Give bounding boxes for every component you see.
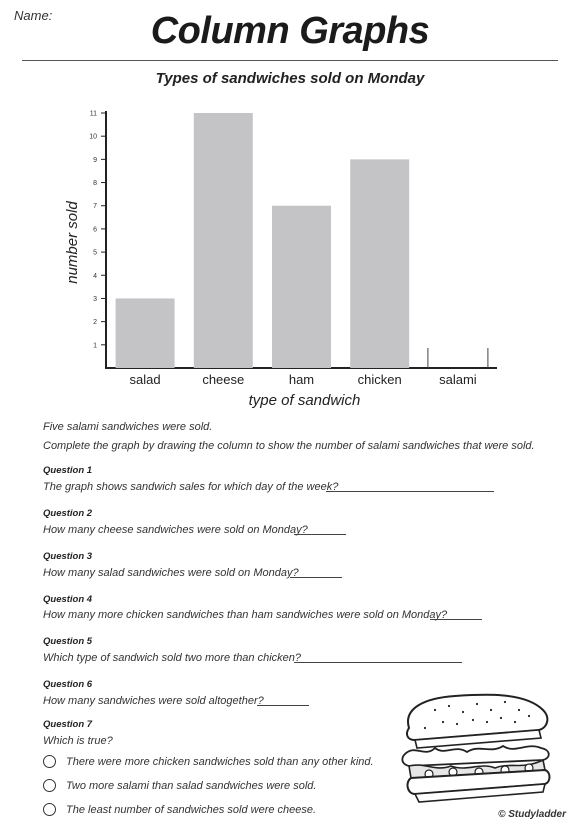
radio-button[interactable]	[43, 803, 56, 816]
y-tick-label: 11	[89, 110, 97, 118]
option-label: There were more chicken sandwiches sold than any other kind.	[66, 755, 374, 768]
sandwich-illustration	[395, 688, 555, 806]
page-title: Column Graphs	[150, 10, 430, 52]
y-tick-label: 4	[93, 272, 97, 280]
x-tick-label: salad	[129, 372, 161, 387]
question-7-option-3[interactable]	[43, 803, 316, 816]
bar-cheese	[194, 113, 253, 368]
question-2-label: Question 2	[43, 508, 93, 519]
intro-line-1: Five salami sandwiches were sold.	[43, 421, 213, 433]
question-4-label: Question 4	[43, 594, 93, 605]
question-1-text: The graph shows sandwich sales for which day of the week?	[43, 481, 339, 493]
question-4-text: How many more chicken sandwiches than ham sandwiches were sold on Monday?	[43, 609, 448, 621]
name-label: Name:	[14, 8, 53, 23]
radio-button[interactable]	[43, 779, 56, 792]
question-6-answer-line[interactable]	[257, 705, 309, 706]
y-tick-label: 1	[93, 342, 97, 350]
y-tick-label: 6	[93, 226, 97, 234]
option-label: Two more salami than salad sandwiches were sold.	[66, 779, 317, 792]
bar-chicken	[350, 159, 409, 368]
question-6-label: Question 6	[43, 679, 93, 690]
question-3-label: Question 3	[43, 551, 93, 562]
question-1-label: Question 1	[43, 465, 93, 476]
question-5-answer-line[interactable]	[294, 662, 462, 663]
bar-salad	[116, 298, 175, 368]
y-tick-label: 3	[93, 295, 97, 303]
question-5-label: Question 5	[43, 636, 93, 647]
question-3-text: How many salad sandwiches were sold on Monday?	[43, 567, 299, 579]
title-rule	[22, 60, 558, 61]
radio-button[interactable]	[43, 755, 56, 768]
bar-ham	[272, 206, 331, 368]
question-7-option-1[interactable]	[43, 755, 374, 768]
x-tick-label: ham	[288, 372, 315, 387]
y-tick-label: 10	[89, 133, 97, 141]
x-tick-label: chicken	[357, 372, 402, 387]
question-2-answer-line[interactable]	[294, 534, 346, 535]
chart-title: Types of sandwiches sold on Monday	[155, 70, 425, 87]
question-5-text: Which type of sandwich sold two more than chicken?	[43, 652, 302, 664]
x-tick-label: cheese	[202, 372, 245, 387]
x-tick-label: salami	[439, 372, 477, 387]
intro-line-2: Complete the graph by drawing the column to show the number of salami sandwiches that were sold.	[43, 440, 535, 452]
question-3-answer-line[interactable]	[290, 577, 342, 578]
y-tick-label: 7	[93, 203, 97, 211]
y-tick-label: 2	[93, 319, 97, 327]
question-4-answer-line[interactable]	[430, 619, 482, 620]
column-graph	[0, 95, 580, 415]
copyright: © Studyladder	[498, 809, 566, 820]
question-6-text: How many sandwiches were sold altogether?	[43, 695, 264, 707]
y-tick-label: 9	[93, 156, 97, 164]
y-axis-title: number sold	[64, 201, 81, 284]
option-label: The least number of sandwiches sold were cheese.	[66, 803, 317, 816]
question-2-text: How many cheese sandwiches were sold on Monday?	[43, 524, 308, 536]
question-1-answer-line[interactable]	[326, 491, 494, 492]
question-7-option-2[interactable]	[43, 779, 316, 792]
y-tick-label: 8	[93, 180, 97, 188]
x-axis-title: type of sandwich	[248, 392, 361, 409]
question-7-label: Question 7	[43, 719, 93, 730]
y-tick-label: 5	[93, 249, 97, 257]
question-7-text: Which is true?	[43, 735, 113, 747]
